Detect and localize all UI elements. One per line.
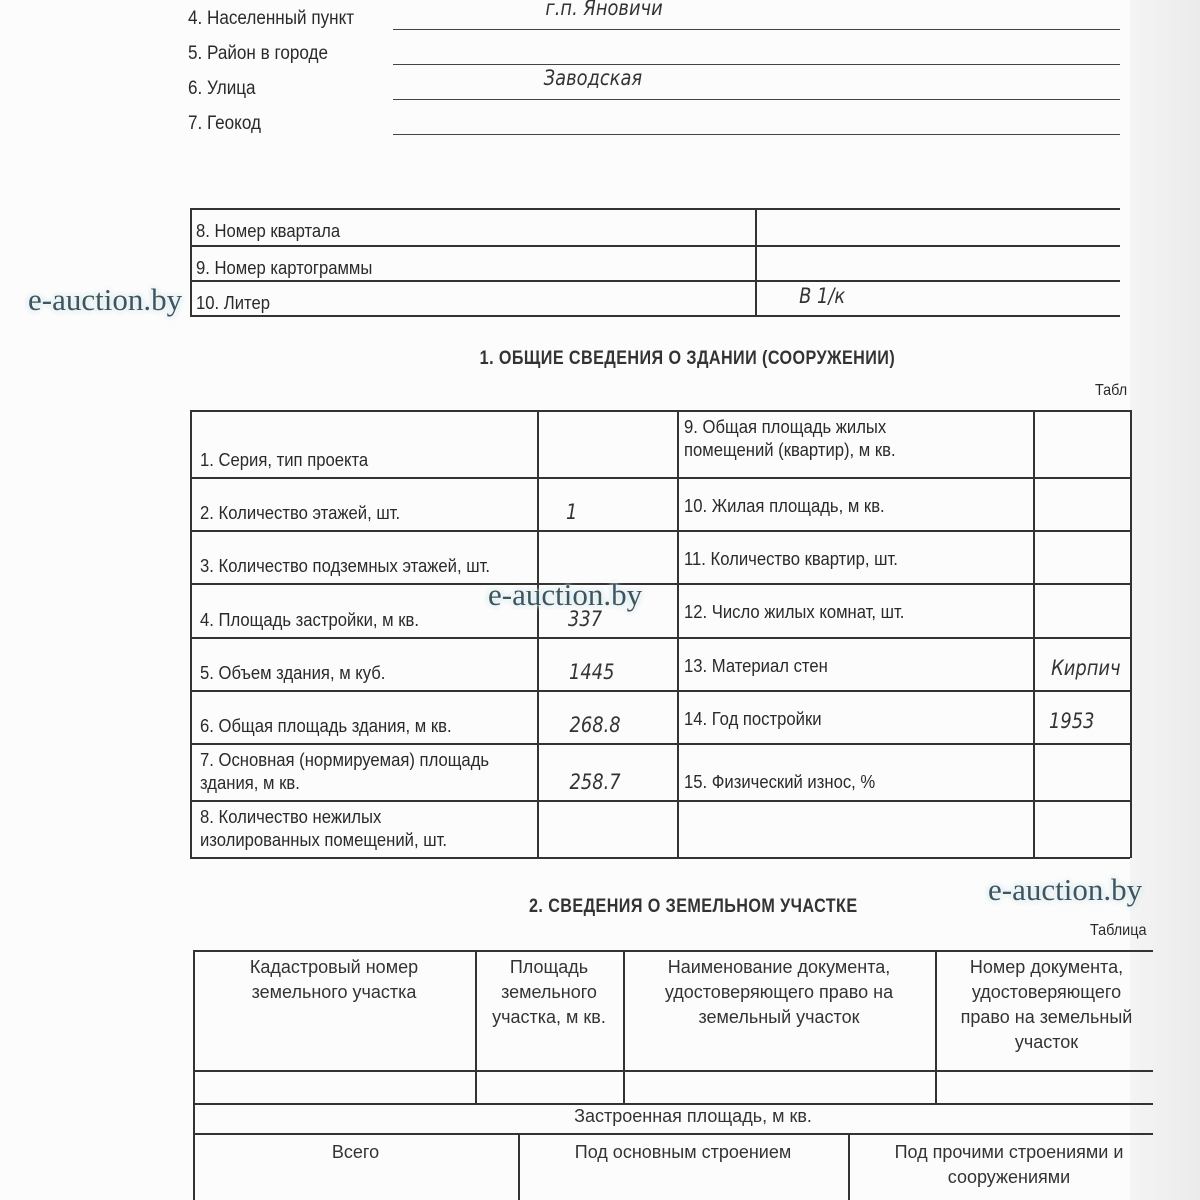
- table-line: [1130, 410, 1132, 858]
- row-label: 10. Жилая площадь, м кв.: [684, 495, 885, 516]
- section2-table-label: Таблица: [1090, 922, 1147, 939]
- sub-header: Под основным строением: [574, 1142, 792, 1162]
- column-header: Наименование документа, удостоверяющего право на земельный участок: [664, 957, 894, 1027]
- row-value: Кирпич: [1051, 656, 1121, 680]
- table-line: [190, 583, 1130, 585]
- id-label: 10. Литер: [196, 292, 270, 313]
- row-label: 3. Количество подземных этажей, шт.: [200, 555, 490, 576]
- watermark: e-auction.by: [488, 577, 643, 612]
- built-area-header: Застроенная площадь, м кв.: [574, 1106, 812, 1126]
- row-label: 11. Количество квартир, шт.: [684, 548, 898, 569]
- row-label: 15. Физический износ, %: [684, 771, 876, 792]
- table-line: [190, 208, 1120, 210]
- field-label: 6. Улица: [188, 78, 256, 99]
- sub-header: Всего: [331, 1142, 380, 1162]
- table-line: [677, 410, 679, 858]
- row-label: 8. Количество нежилых изолированных помещений, шт.: [200, 806, 447, 850]
- row-label: 12. Число жилых комнат, шт.: [684, 601, 905, 622]
- row-value: 268.8: [569, 713, 621, 737]
- table-line: [190, 857, 1130, 859]
- row-value: 258.7: [569, 770, 621, 794]
- field-label: 4. Населенный пункт: [188, 8, 355, 29]
- table-line: [193, 1133, 1153, 1135]
- row-value: 1445: [569, 660, 615, 684]
- row-label: 13. Материал стен: [684, 655, 828, 676]
- section1-title: 1. ОБЩИЕ СВЕДЕНИЯ О ЗДАНИИ (СООРУЖЕНИИ): [479, 348, 896, 369]
- table-line: [190, 743, 1130, 745]
- section2-title: 2. СВЕДЕНИЯ О ЗЕМЕЛЬНОМ УЧАСТКЕ: [528, 896, 858, 917]
- watermark: e-auction.by: [988, 872, 1143, 907]
- field-label: 5. Район в городе: [188, 43, 328, 64]
- table-line: [190, 477, 1130, 479]
- row-label: 14. Год постройки: [684, 708, 822, 729]
- id-label: 9. Номер картограммы: [196, 257, 373, 278]
- section1-table-label: Табл: [1095, 382, 1128, 399]
- row-label: 1. Серия, тип проекта: [200, 449, 369, 470]
- watermark: e-auction.by: [28, 282, 183, 317]
- table-line: [190, 410, 192, 858]
- row-label: 6. Общая площадь здания, м кв.: [200, 715, 452, 736]
- sub-header: Под прочими строениями и сооружениями: [894, 1142, 1124, 1187]
- table-line: [1033, 410, 1035, 858]
- table-line: [193, 1070, 1153, 1072]
- row-value: 1953: [1049, 709, 1095, 733]
- field-underline: [393, 64, 1120, 65]
- row-value: 1: [566, 500, 578, 524]
- field-underline: [393, 29, 1120, 30]
- row-label: 4. Площадь застройки, м кв.: [200, 609, 419, 630]
- field-value: г.п. Яновичи: [545, 0, 663, 20]
- id-label: 8. Номер квартала: [196, 220, 341, 241]
- table-line: [190, 410, 1130, 412]
- id-value: В 1/к: [799, 284, 846, 308]
- table-line: [190, 637, 1130, 639]
- column-header: Номер документа, удостоверяющего право на земельный участок: [960, 957, 1133, 1052]
- table-line: [193, 950, 1153, 952]
- row-label: 9. Общая площадь жилых помещений (квартир), м кв.: [684, 416, 896, 460]
- table-line: [190, 208, 192, 316]
- table-line: [190, 530, 1130, 532]
- field-value: Заводская: [543, 66, 643, 90]
- column-header: Площадь земельного участка, м кв.: [492, 957, 606, 1027]
- row-label: 2. Количество этажей, шт.: [200, 502, 401, 523]
- row-label: 5. Объем здания, м куб.: [200, 662, 386, 683]
- table-line: [190, 280, 1120, 282]
- row-value: 337: [568, 607, 603, 631]
- table-line: [755, 208, 757, 316]
- field-label: 7. Геокод: [188, 113, 261, 134]
- field-underline: [393, 99, 1120, 100]
- field-underline: [393, 134, 1120, 135]
- table-line: [190, 315, 1120, 317]
- table-line: [190, 690, 1130, 692]
- row-label: 7. Основная (нормируемая) площадь здания, м кв.: [200, 749, 490, 793]
- table-line: [190, 800, 1130, 802]
- table-line: [190, 245, 1120, 247]
- table-line: [537, 410, 539, 858]
- column-header: Кадастровый номер земельного участка: [249, 957, 419, 1002]
